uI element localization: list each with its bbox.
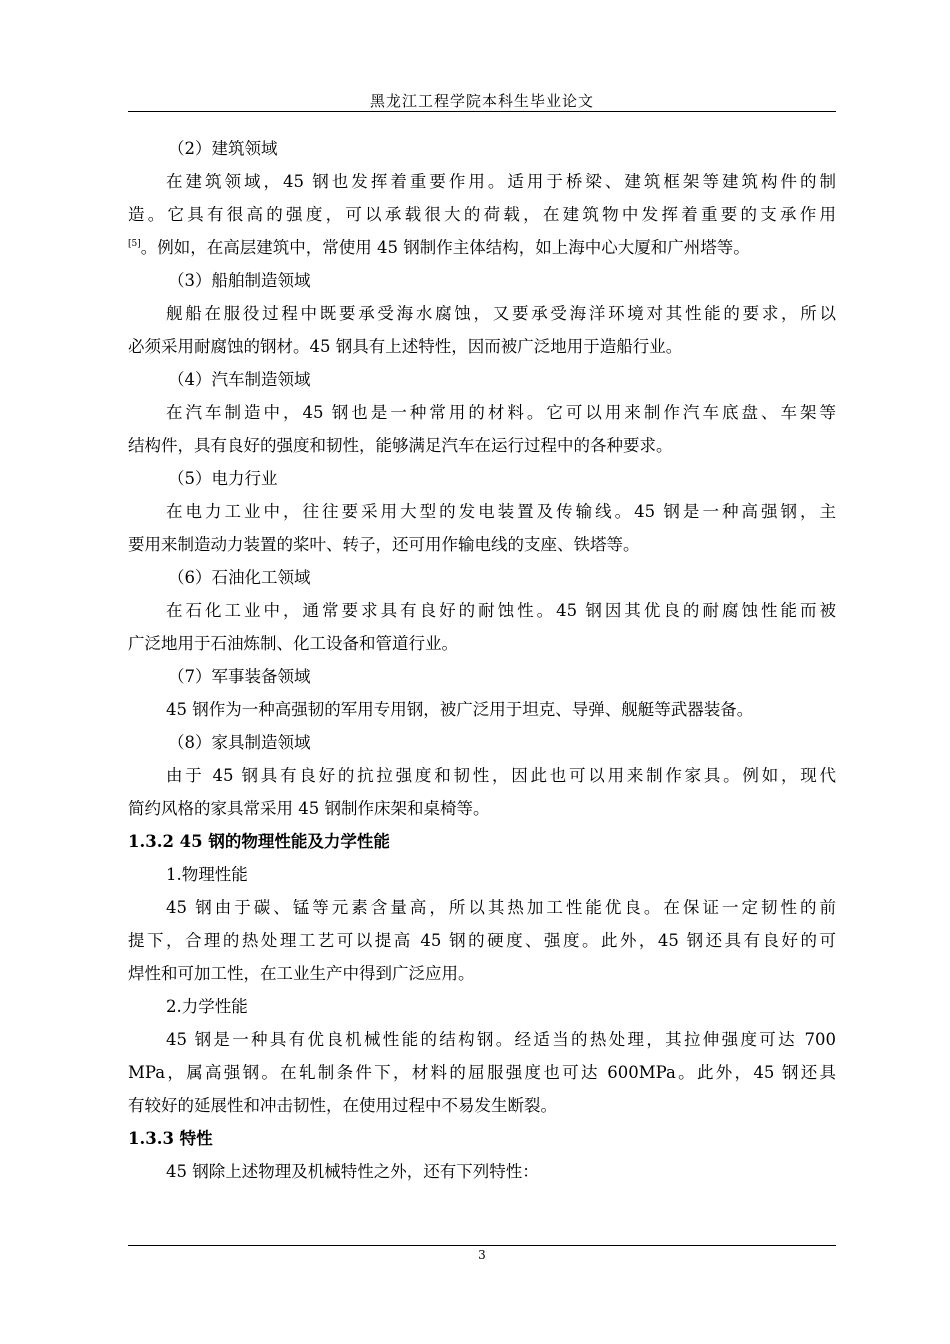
- paragraph-line: 45 钢作为一种高强韧的军用专用钢，被广泛用于坦克、导弹、舰艇等武器装备。: [166, 700, 754, 719]
- paragraph-line: 焊性和可加工性，在工业生产中得到广泛应用。: [128, 964, 475, 983]
- page-number: 3: [478, 1248, 486, 1262]
- section-heading-military: （7）军事装备领域: [168, 667, 311, 686]
- paragraph-line: 在石化工业中，通常要求具有良好的耐蚀性。45 钢因其优良的耐腐蚀性能而被: [166, 601, 836, 620]
- paragraph-line: 要用来制造动力装置的桨叶、转子，还可用作输电线的支座、铁塔等。: [128, 535, 640, 554]
- section-heading-1-3-3: 1.3.3 特性: [128, 1129, 213, 1148]
- paragraph-line: 45 钢由于碳、锰等元素含量高，所以其热加工性能优良。在保证一定韧性的前: [166, 898, 836, 917]
- paragraph-line-text: 。例如，在高层建筑中，常使用 45 钢制作主体结构，如上海中心大厦和广州塔等。: [140, 238, 750, 257]
- section-heading-petrochemical: （6）石油化工领域: [168, 568, 311, 587]
- paragraph-line: 提下，合理的热处理工艺可以提高 45 钢的硬度、强度。此外，45 钢还具有良好的可: [128, 931, 836, 950]
- header-rule: [128, 111, 836, 112]
- section-heading-automotive: （4）汽车制造领域: [168, 370, 311, 389]
- section-heading-construction: （2）建筑领域: [168, 139, 278, 158]
- paragraph-line: 有较好的延展性和冲击韧性，在使用过程中不易发生断裂。: [128, 1096, 557, 1115]
- section-heading-shipbuilding: （3）船舶制造领域: [168, 271, 311, 290]
- document-body: [128, 137, 836, 1193]
- paragraph-line: 简约风格的家具常采用 45 钢制作床架和桌椅等。: [128, 799, 490, 818]
- paragraph-line: 45 钢是一种具有优良机械性能的结构钢。经适当的热处理，其拉伸强度可达 700: [166, 1030, 836, 1049]
- section-heading-1-3-2: 1.3.2 45 钢的物理性能及力学性能: [128, 832, 390, 851]
- paragraph-line: 广泛地用于石油炼制、化工设备和管道行业。: [128, 634, 458, 653]
- paragraph-line: 造。它具有很高的强度，可以承载很大的荷载，在建筑物中发挥着重要的支承作用: [128, 205, 836, 224]
- paragraph-line: 必须采用耐腐蚀的钢材。45 钢具有上述特性，因而被广泛地用于造船行业。: [128, 337, 683, 356]
- paragraph-line: 45 钢除上述物理及机械特性之外，还有下列特性：: [166, 1162, 539, 1181]
- citation-ref: [5]: [128, 239, 141, 249]
- section-heading-furniture: （8）家具制造领域: [168, 733, 311, 752]
- section-heading-power: （5）电力行业: [168, 469, 278, 488]
- paragraph-line: 舰船在服役过程中既要承受海水腐蚀，又要承受海洋环境对其性能的要求，所以: [166, 304, 836, 323]
- subsection-heading-mechanical: 2.力学性能: [166, 997, 248, 1016]
- paragraph-line: 在电力工业中，往往要采用大型的发电装置及传输线。45 钢是一种高强钢，主: [166, 502, 836, 521]
- subsection-heading-physical: 1.物理性能: [166, 865, 248, 884]
- paragraph-line: 在建筑领域，45 钢也发挥着重要作用。适用于桥梁、建筑框架等建筑构件的制: [166, 172, 836, 191]
- footer-rule: [128, 1245, 836, 1246]
- paragraph-line: [128, 236, 836, 269]
- page-header-title: 黑龙江工程学院本科生毕业论文: [369, 92, 594, 110]
- paragraph-line: 在汽车制造中，45 钢也是一种常用的材料。它可以用来制作汽车底盘、车架等: [166, 403, 836, 422]
- paragraph-line: 结构件，具有良好的强度和韧性，能够满足汽车在运行过程中的各种要求。: [128, 436, 673, 455]
- paragraph-line: 由于 45 钢具有良好的抗拉强度和韧性，因此也可以用来制作家具。例如，现代: [166, 766, 836, 785]
- paragraph-line: MPa，属高强钢。在轧制条件下，材料的屈服强度也可达 600MPa。此外，45 钢还具: [128, 1063, 836, 1082]
